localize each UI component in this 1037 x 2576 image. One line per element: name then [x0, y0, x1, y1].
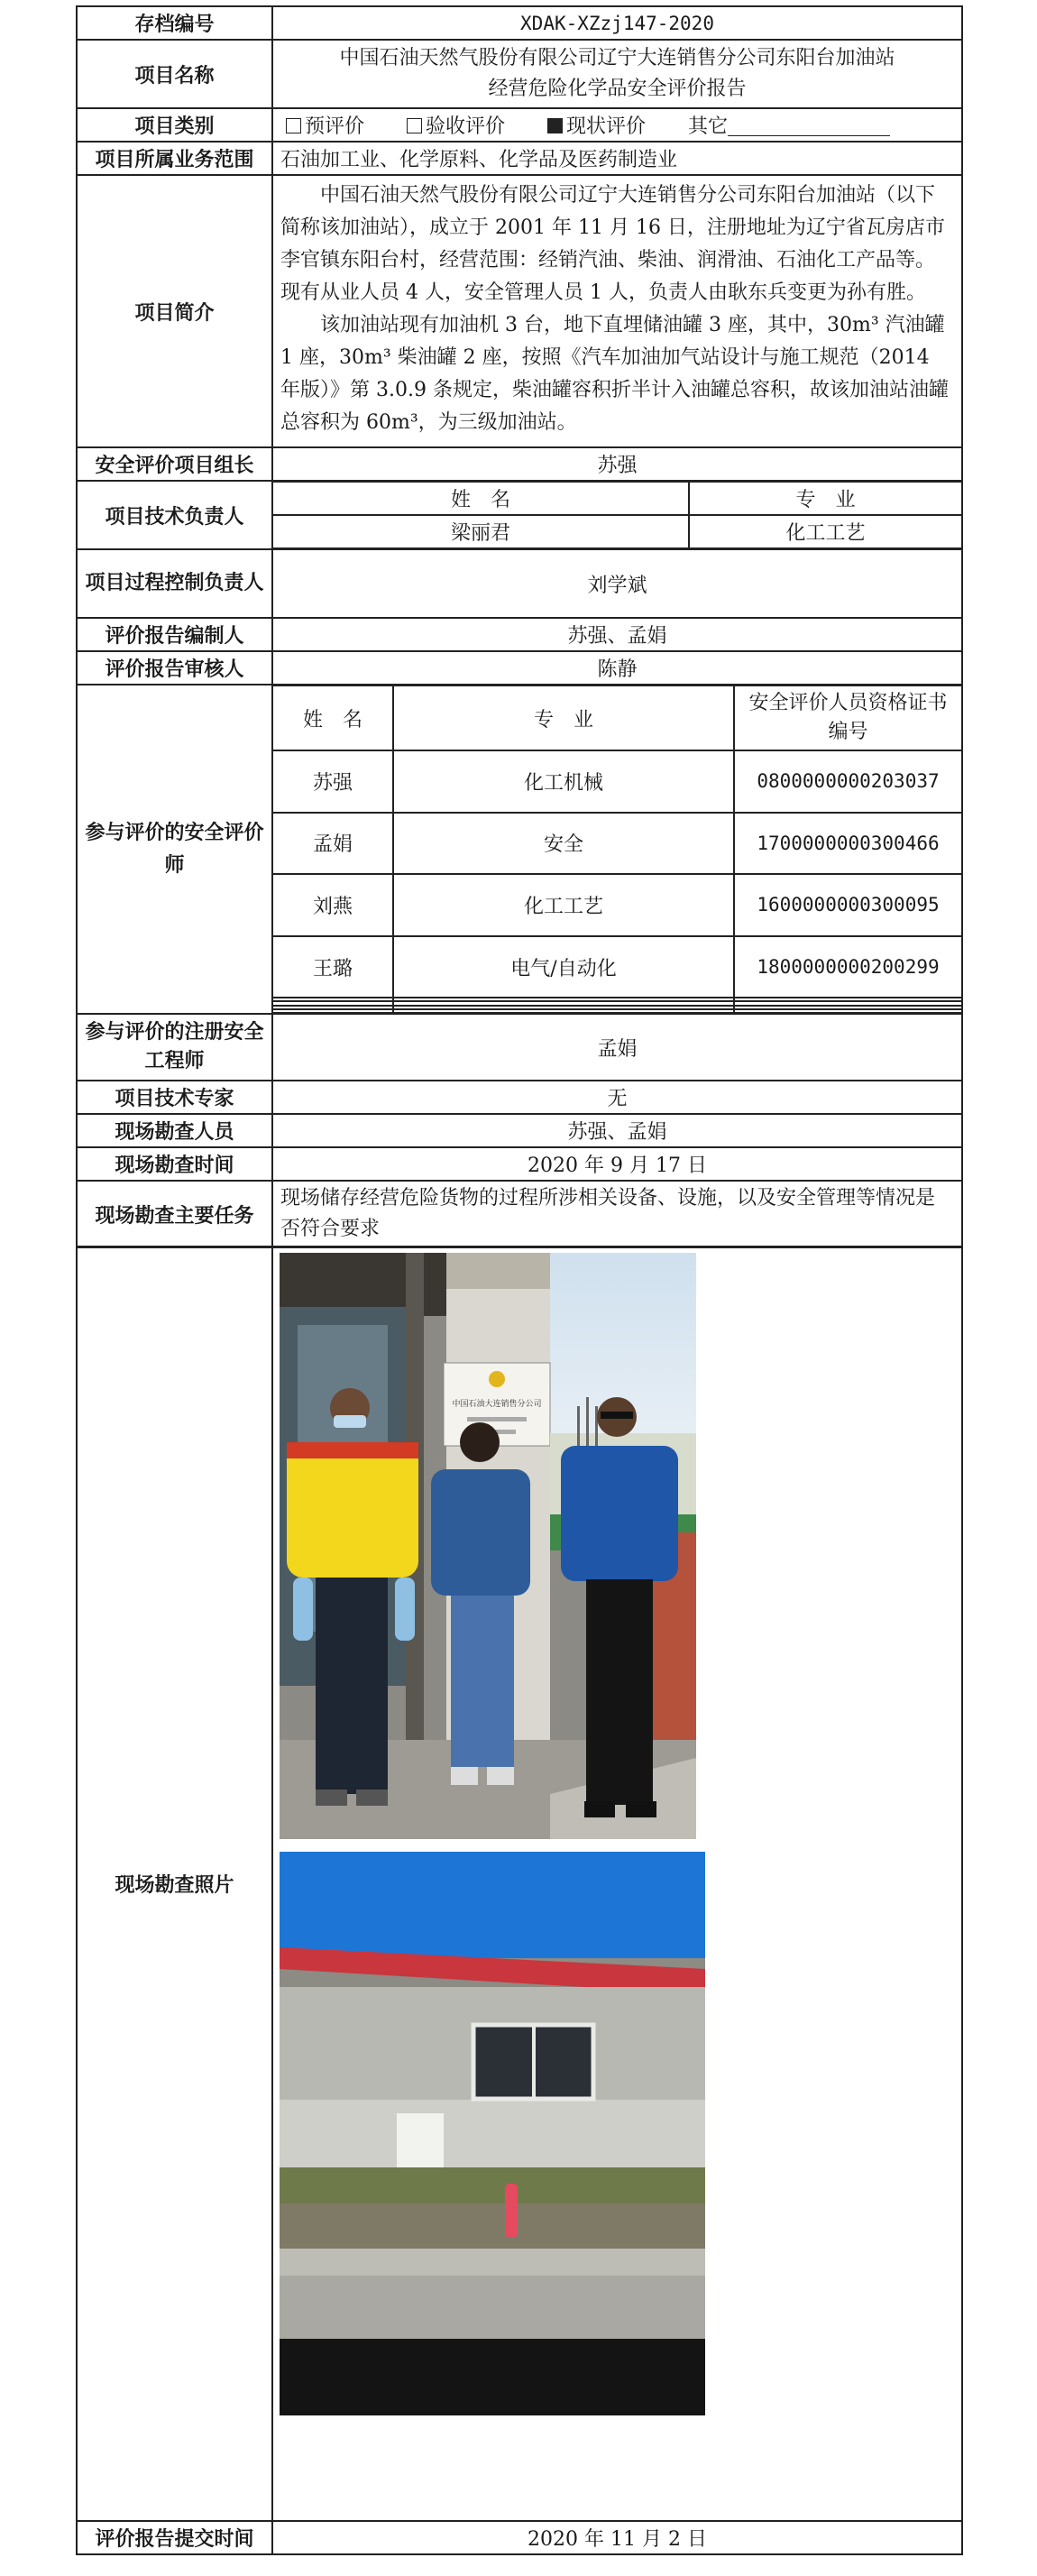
report-author-label: 评价报告编制人 — [77, 618, 272, 651]
tech-lead-major-header: 专 业 — [689, 482, 962, 515]
tech-expert-label: 项目技术专家 — [77, 1081, 272, 1114]
survey-photo-staff — [280, 1253, 696, 1839]
evaluators-cert-header: 安全评价人员资格证书编号 — [734, 685, 962, 750]
project-name-line2: 经营危险化学品安全评价报告 — [488, 78, 747, 100]
intro-paragraph-2: 该加油站现有加油机 3 台，地下直埋储油罐 3 座，其中，30m³ 汽油罐 1 座，30m³ 柴油罐 2 座，按照《汽车加油加气站设计与施工规范（2014 年版）》第 3.0.9 条规定，柴油罐容积折半计入油罐总容积，故该加油站油罐总容积为 60m³，为三级加油站。 — [280, 314, 949, 434]
row-tech-expert — [77, 1081, 962, 1114]
table-row — [272, 874, 962, 936]
empty-table-row — [272, 1009, 962, 1013]
row-registered-engineer — [77, 1014, 962, 1081]
sign-text: 中国石油大连销售分公司 — [452, 1400, 542, 1409]
business-scope-label: 项目所属业务范围 — [77, 142, 272, 175]
intro-text — [272, 175, 962, 447]
row-process-control — [77, 549, 962, 618]
row-tech-lead — [77, 481, 962, 549]
report-reviewer-value: 陈静 — [272, 651, 962, 685]
table-row — [272, 750, 962, 813]
table-row — [272, 813, 962, 875]
project-name-label: 项目名称 — [77, 40, 272, 108]
option-status-evaluation[interactable]: 现状评价 — [547, 115, 646, 138]
process-control-label: 项目过程控制负责人 — [77, 549, 272, 618]
row-team-leader — [77, 447, 962, 481]
business-scope-value: 石油加工业、化学原料、化学品及医药制造业 — [272, 142, 962, 175]
tech-lead-label: 项目技术负责人 — [77, 481, 272, 549]
tech-lead-name: 梁丽君 — [272, 515, 689, 548]
evaluator-cert: 0800000000203037 — [734, 750, 962, 813]
row-survey-time — [77, 1147, 962, 1181]
checkbox-unchecked-icon — [286, 118, 301, 133]
intro-label: 项目简介 — [77, 175, 272, 447]
tech-lead-cell — [272, 481, 962, 549]
project-type-options — [272, 108, 962, 142]
survey-time-label: 现场勘查时间 — [77, 1147, 272, 1181]
submit-time-value: 2020 年 11 月 2 日 — [272, 2521, 962, 2554]
evaluator-name: 孟娟 — [272, 813, 393, 875]
evaluation-info-table — [76, 5, 963, 1248]
row-project-name — [77, 40, 962, 108]
row-project-type — [77, 108, 962, 142]
tech-lead-major: 化工工艺 — [689, 515, 962, 548]
option-acceptance-evaluation[interactable]: 验收评价 — [407, 115, 505, 138]
row-archive-no — [77, 6, 962, 40]
project-type-label: 项目类别 — [77, 108, 272, 142]
row-submit-time — [77, 2521, 962, 2554]
evaluator-name: 苏强 — [272, 750, 393, 813]
evaluators-subtable — [271, 685, 963, 1014]
option-other[interactable]: 其它 — [688, 115, 890, 138]
checkbox-unchecked-icon — [407, 118, 422, 133]
tech-lead-subtable — [271, 481, 963, 549]
survey-staff-value: 苏强、孟娟 — [272, 1114, 962, 1147]
table-row — [272, 936, 962, 998]
report-reviewer-label: 评价报告审核人 — [77, 651, 272, 685]
evaluator-cert: 1600000000300095 — [734, 874, 962, 936]
tech-lead-name-header: 姓 名 — [272, 482, 689, 515]
evaluator-major: 化工机械 — [393, 750, 734, 813]
evaluators-major-header: 专 业 — [393, 685, 734, 750]
evaluator-major: 化工工艺 — [393, 874, 734, 936]
archive-no-label: 存档编号 — [77, 6, 272, 40]
evaluators-cell — [272, 685, 962, 1014]
survey-time-value: 2020 年 9 月 17 日 — [272, 1147, 962, 1181]
evaluator-name: 刘燕 — [272, 874, 393, 936]
row-intro — [77, 175, 962, 447]
survey-staff-label: 现场勘查人员 — [77, 1114, 272, 1147]
row-photos — [77, 1247, 962, 2521]
option-pre-evaluation[interactable]: 预评价 — [286, 115, 364, 138]
photos-cell — [272, 1247, 962, 2521]
row-survey-task — [77, 1181, 962, 1247]
submit-time-label: 评价报告提交时间 — [77, 2521, 272, 2554]
row-report-author — [77, 618, 962, 651]
report-author-value: 苏强、孟娟 — [272, 618, 962, 651]
registered-engineer-value: 孟娟 — [272, 1014, 962, 1081]
archive-no-value: XDAK-XZzj147-2020 — [272, 6, 962, 40]
project-name-line1: 中国石油天然气股份有限公司辽宁大连销售分公司东阳台加油站 — [339, 47, 895, 69]
evaluator-major: 安全 — [393, 813, 734, 875]
other-underline — [728, 115, 890, 136]
team-leader-label: 安全评价项目组长 — [77, 447, 272, 481]
row-report-reviewer — [77, 651, 962, 685]
photos-label: 现场勘查照片 — [77, 1247, 272, 2521]
checkbox-checked-icon — [547, 118, 563, 133]
evaluators-name-header: 姓 名 — [272, 685, 393, 750]
tech-expert-value: 无 — [272, 1081, 962, 1114]
registered-engineer-label: 参与评价的注册安全工程师 — [77, 1014, 272, 1081]
team-leader-value: 苏强 — [272, 447, 962, 481]
project-name-value — [272, 40, 962, 108]
survey-task-label: 现场勘查主要任务 — [77, 1181, 272, 1247]
evaluator-major: 电气/自动化 — [393, 936, 734, 998]
evaluators-label: 参与评价的安全评价师 — [77, 685, 272, 1014]
row-survey-staff — [77, 1114, 962, 1147]
evaluators-header-row — [272, 685, 962, 750]
process-control-value: 刘学斌 — [272, 549, 962, 618]
survey-task-value: 现场储存经营危险货物的过程所涉相关设备、设施，以及安全管理等情况是否符合要求 — [272, 1181, 962, 1247]
petrochina-logo-icon — [489, 1371, 505, 1387]
evaluator-cert: 1700000000300466 — [734, 813, 962, 875]
intro-paragraph-1: 中国石油天然气股份有限公司辽宁大连销售分公司东阳台加油站（以下简称该加油站），成立于 2001 年 11 月 16 日，注册地址为辽宁省瓦房店市李官镇东阳台村，经营范围：经销汽油、柴油、润滑油、石油化工产品等。现有从业人员 4 人，安全管理人员 1 人，负责人由耿东兵变更为孙有胜。 — [280, 184, 945, 304]
row-evaluators — [77, 685, 962, 1014]
survey-photo-building — [280, 1852, 705, 2415]
survey-photos-table — [76, 1246, 963, 2555]
evaluator-cert: 1800000000200299 — [734, 936, 962, 998]
row-business-scope — [77, 142, 962, 175]
evaluator-name: 王璐 — [272, 936, 393, 998]
